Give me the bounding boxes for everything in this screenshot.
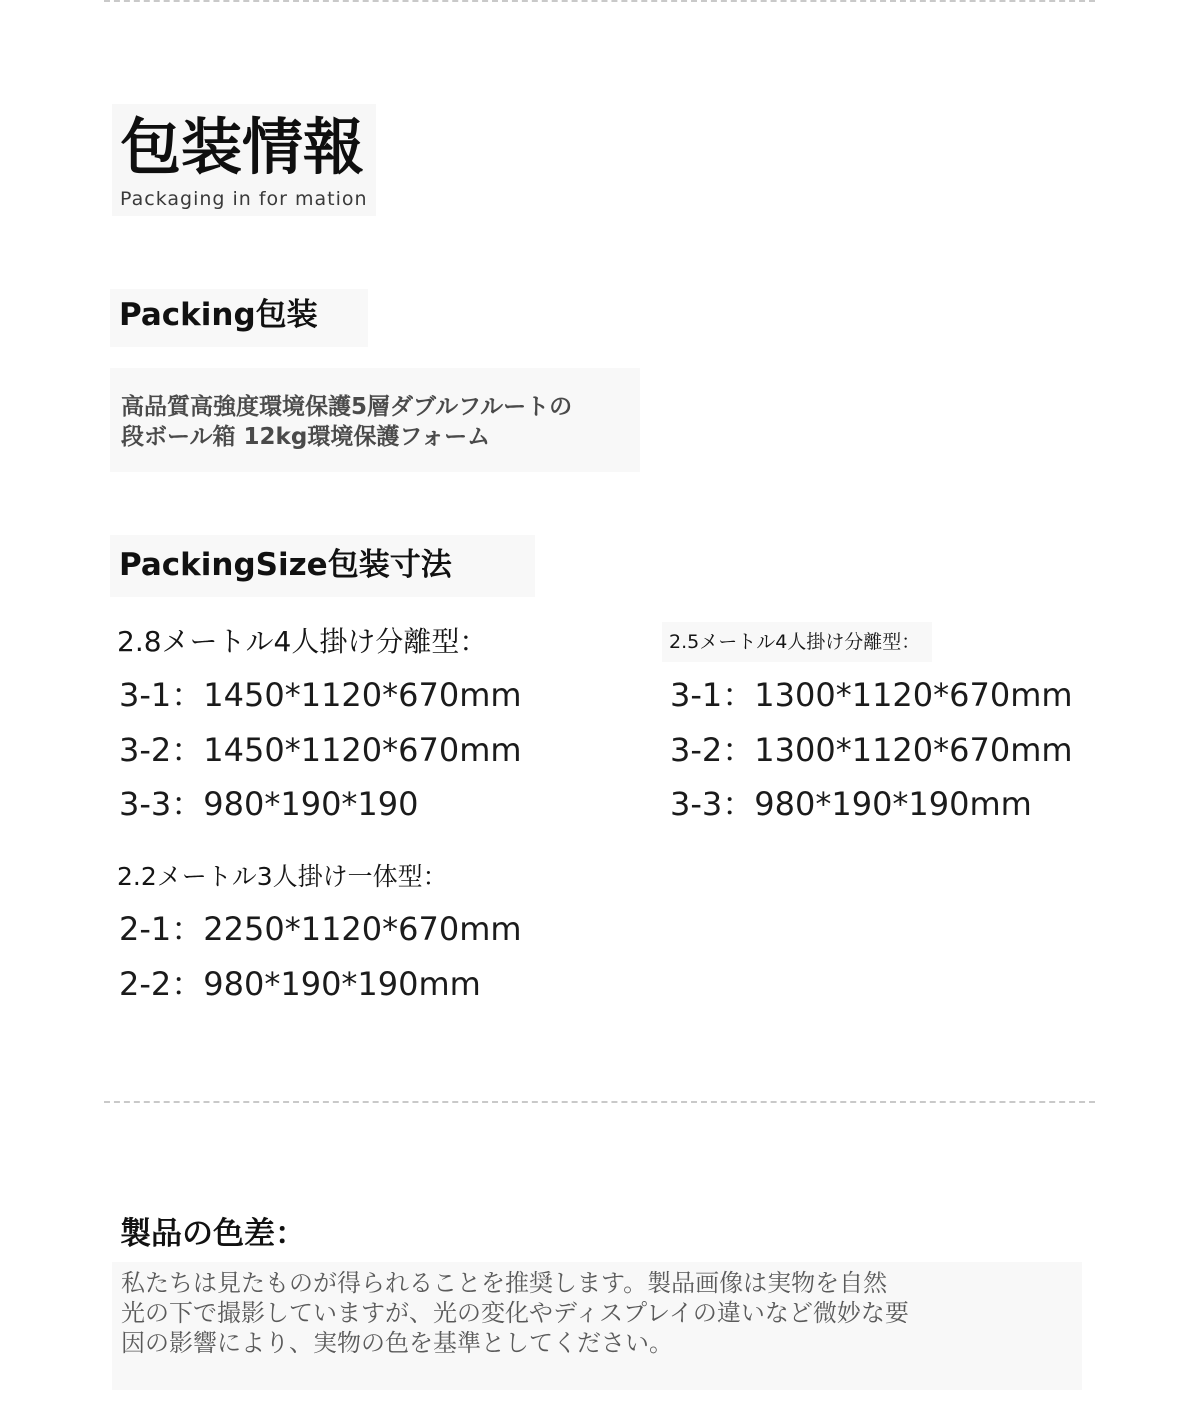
color-difference-text: 私たちは見たものが得られることを推奨します。製品画像は実物を自然光の下で撮影していますが、光の変化やディスプレイの違いなど微妙な要因の影響により、実物の色を基準としてください。: [121, 1269, 909, 1357]
size-item-2-5m-3-3: 3-3：980*190*190mm: [670, 785, 1032, 823]
packing-heading: Packing包装: [119, 297, 318, 333]
size-item-2-8m-3-2: 3-2：1450*1120*670mm: [119, 731, 522, 769]
size-item-2-2m-2-2: 2-2：980*190*190mm: [119, 965, 481, 1003]
color-difference-heading: 製品の色差：: [120, 1216, 306, 1252]
size-group-title-2-8m: 2.8メートル4人掛け分離型：: [117, 625, 488, 658]
page-subtitle: Packaging in for mation: [120, 188, 368, 210]
packing-description: 高品質高強度環境保護5層ダブルフルートの段ボール箱 12kg環境保護フォーム: [121, 394, 573, 450]
size-item-2-2m-2-1: 2-1：2250*1120*670mm: [119, 910, 522, 948]
page-title: 包装情報: [120, 112, 365, 183]
size-group-title-2-5m: 2.5メートル4人掛け分離型：: [669, 631, 921, 653]
size-item-2-5m-3-2: 3-2：1300*1120*670mm: [670, 731, 1073, 769]
size-item-2-5m-3-1: 3-1：1300*1120*670mm: [670, 676, 1073, 714]
size-group-title-2-2m: 2.2メートル3人掛け一体型：: [117, 862, 448, 891]
size-item-2-8m-3-3: 3-3：980*190*190: [119, 785, 419, 823]
section-divider: [104, 1101, 1095, 1103]
top-divider: [104, 0, 1095, 2]
size-item-2-8m-3-1: 3-1：1450*1120*670mm: [119, 676, 522, 714]
packing-size-heading: PackingSize包装寸法: [119, 547, 452, 583]
